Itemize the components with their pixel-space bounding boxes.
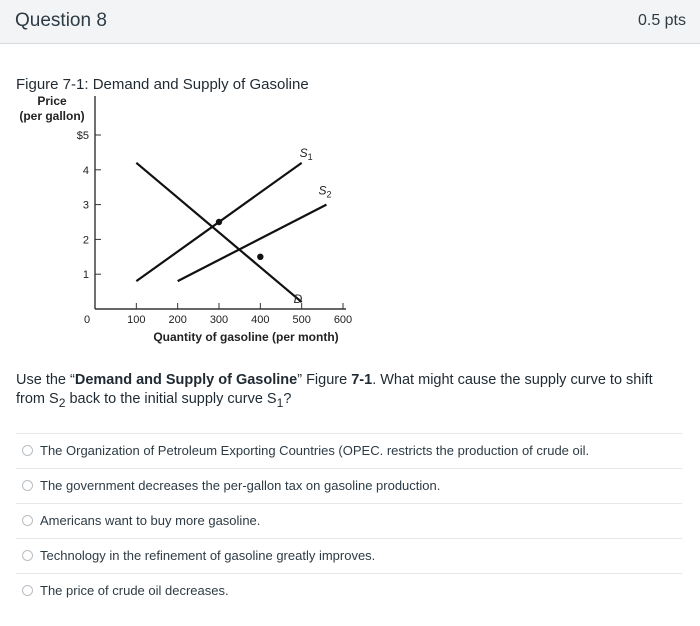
prompt-text-1: Use the “: [16, 372, 75, 388]
equilibrium-point-1: [216, 219, 222, 225]
answer-option-1[interactable]: [16, 433, 682, 468]
x-tick-label-6: 600: [333, 314, 353, 326]
prompt-bold-1: Demand and Supply of Gasoline: [74, 372, 298, 388]
prompt-bold-2: 7-1: [351, 372, 373, 388]
x-tick-label-4: 400: [251, 314, 270, 326]
answer-option-5[interactable]: [16, 573, 682, 608]
equilibrium-point-2: [257, 254, 263, 260]
supply-demand-chart: [0, 88, 380, 350]
curve-label-subscript: 1: [307, 151, 313, 162]
prompt-text-4: back to the initial supply curve S: [65, 391, 277, 407]
question-prompt: [16, 371, 684, 413]
figure-caption: Figure 7-1: Demand and Supply of Gasoline: [16, 76, 309, 93]
y-tick-label-5: $5: [76, 130, 89, 142]
prompt-text-5: ?: [283, 391, 292, 407]
y-tick-label-3: 3: [82, 199, 89, 212]
radio-button[interactable]: [22, 445, 33, 456]
question-points: 0.5 pts: [637, 12, 686, 29]
prompt-sub-1: 2: [58, 395, 66, 410]
answer-label: Americans want to buy more gasoline.: [40, 513, 261, 528]
answer-option-2[interactable]: [16, 468, 682, 503]
radio-button[interactable]: [22, 550, 33, 561]
radio-button[interactable]: [22, 585, 33, 596]
x-tick-label-5: 500: [292, 314, 311, 326]
prompt-text-3: . What might cause the supply curve to shift from S: [16, 372, 653, 407]
prompt-sub-2: 1: [276, 395, 284, 410]
answer-label: The price of crude oil decreases.: [40, 583, 229, 598]
y-tick-label-4: 4: [82, 164, 89, 177]
x-tick-label-2: 200: [168, 314, 187, 326]
answer-label: The government decreases the per-gallon tax on gasoline production.: [40, 478, 441, 493]
radio-button[interactable]: [22, 480, 33, 491]
answer-option-3[interactable]: [16, 503, 682, 538]
question-header: [0, 0, 700, 44]
radio-button[interactable]: [22, 515, 33, 526]
x-tick-label-0: 0: [83, 314, 91, 326]
curve-label-d: D: [293, 292, 303, 307]
x-tick-label-3: 300: [209, 314, 229, 326]
y-axis-label-line-1: Price: [37, 94, 67, 108]
y-tick-label-1: 1: [82, 269, 89, 282]
answer-option-4[interactable]: [16, 538, 682, 573]
answer-label: The Organization of Petroleum Exporting Countries (OPEC. restricts the production of crude oil.: [40, 443, 590, 458]
answer-label: Technology in the refinement of gasoline greatly improves.: [40, 548, 376, 563]
prompt-text-2: ” Figure: [297, 372, 352, 388]
x-tick-label-1: 100: [127, 314, 146, 326]
curve-d: [136, 163, 301, 302]
curve-label-subscript: 2: [326, 189, 332, 200]
curve-label-s2: $S_2$: [318, 183, 332, 200]
question-title: Question 8: [15, 10, 107, 31]
y-axis-label-line-2: (per gallon): [19, 109, 85, 123]
answer-list: [16, 433, 682, 608]
x-axis-label: Quantity of gasoline (per month): [153, 330, 339, 344]
curve-label-s1: $S_1$: [299, 145, 313, 162]
y-tick-label-2: 2: [82, 234, 89, 247]
